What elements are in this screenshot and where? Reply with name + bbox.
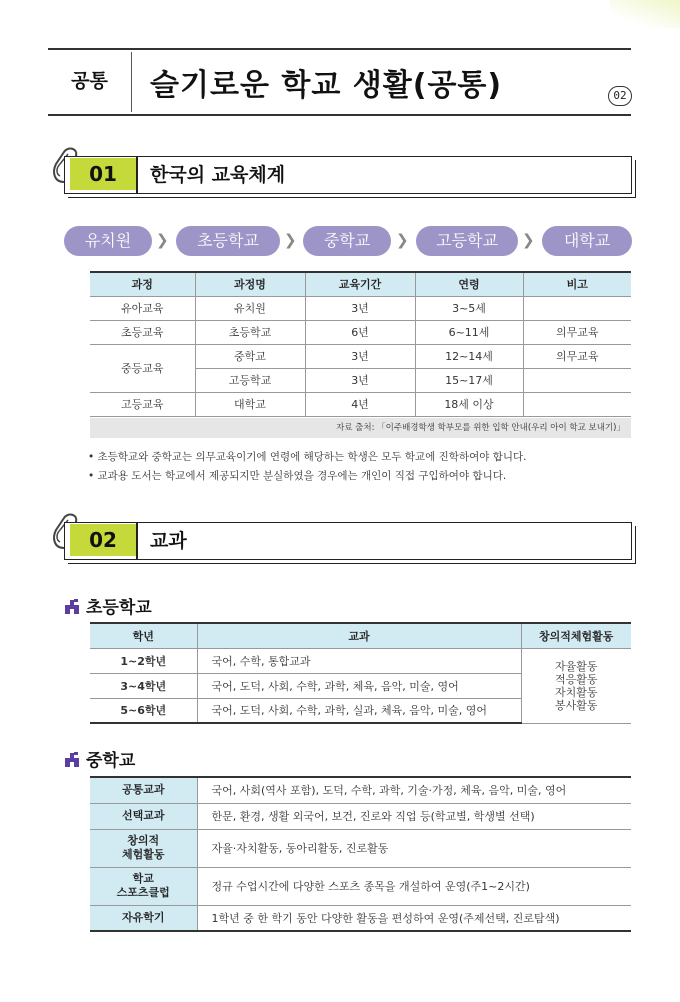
table-row xyxy=(90,344,631,368)
label-line: 공통교과 xyxy=(121,783,165,797)
header-bottom-rule xyxy=(48,114,631,116)
row-label xyxy=(90,867,197,905)
column-header: 창의적체험활동 xyxy=(521,623,631,648)
table-cell: 6~11세 xyxy=(415,320,523,344)
page-title: 슬기로운 학교 생활(공통) xyxy=(150,68,503,103)
row-label xyxy=(90,803,197,829)
subsection-elementary xyxy=(64,593,152,618)
column-header: 비고 xyxy=(523,272,631,296)
label-line: 선택교과 xyxy=(121,809,165,822)
table-cell: 18세 이상 xyxy=(415,392,523,416)
row-label xyxy=(90,777,197,803)
activity-item: 봉사활동 xyxy=(554,698,598,712)
section-divider xyxy=(136,157,138,193)
subsection-title: 중학교 xyxy=(86,751,136,771)
section-divider xyxy=(136,523,138,559)
table-cell: 중등교육 xyxy=(90,344,195,392)
row-value: 정규 수업시간에 다양한 스포츠 종목을 개설하여 운영(주1~2시간) xyxy=(197,867,631,905)
column-header: 과정 xyxy=(90,272,195,296)
grade-cell: 5~6학년 xyxy=(90,698,197,723)
table-row xyxy=(90,905,631,931)
row-label xyxy=(90,829,197,867)
table-header-row xyxy=(90,272,631,296)
column-header: 교과 xyxy=(197,623,521,648)
section-title: 한국의 교육체계 xyxy=(150,164,286,186)
row-value: 자율·자치활동, 동아리활동, 진로활동 xyxy=(197,829,631,867)
row-value: 1학년 중 한 학기 동안 다양한 활동을 편성하여 운영(주제선택, 진로탐색) xyxy=(197,905,631,931)
source-citation: 자료 출처: 「이주배경학생 학부모를 위한 입학 안내(우리 아이 학교 보내기)」 xyxy=(90,418,631,438)
subjects-cell: 국어, 도덕, 사회, 수학, 과학, 체육, 음악, 미술, 영어 xyxy=(197,673,521,698)
table-cell: 3년 xyxy=(305,296,415,320)
table-row xyxy=(90,829,631,867)
table-cell xyxy=(523,296,631,320)
education-system-table xyxy=(90,271,631,417)
row-value: 한문, 환경, 생활 외국어, 보건, 진로와 직업 등(학교별, 학생별 선택) xyxy=(197,803,631,829)
table-cell: 초등교육 xyxy=(90,320,195,344)
chevron-right-icon: ❯ xyxy=(396,231,409,249)
table-row xyxy=(90,648,631,673)
header-top-rule xyxy=(48,48,631,50)
label-line: 체험활동 xyxy=(121,848,165,861)
label-line: 자유학기 xyxy=(121,910,165,924)
table-cell: 12~14세 xyxy=(415,344,523,368)
table-cell: 15~17세 xyxy=(415,368,523,392)
header-tag: 공통 xyxy=(71,70,108,92)
middle-curriculum-table xyxy=(90,776,631,932)
table-cell: 고등교육 xyxy=(90,392,195,416)
section-number: 02 xyxy=(70,524,136,556)
table-cell: 3년 xyxy=(305,368,415,392)
chevron-right-icon: ❯ xyxy=(522,231,535,249)
stage-kindergarten: 유치원 xyxy=(64,226,152,256)
chevron-right-icon: ❯ xyxy=(284,231,297,249)
grade-cell: 3~4학년 xyxy=(90,673,197,698)
table-row xyxy=(90,320,631,344)
table-cell xyxy=(523,368,631,392)
table-row xyxy=(90,392,631,416)
table-cell: 의무교육 xyxy=(523,320,631,344)
table-cell: 중학교 xyxy=(195,344,305,368)
table-header-row xyxy=(90,623,631,648)
header-separator xyxy=(131,52,132,112)
table-row xyxy=(90,777,631,803)
row-value: 국어, 사회(역사 포함), 도덕, 수학, 과학, 기술·가정, 체육, 음악, 미술, 영어 xyxy=(197,777,631,803)
column-header: 교육기간 xyxy=(305,272,415,296)
section-header-1 xyxy=(50,146,633,196)
column-header: 과정명 xyxy=(195,272,305,296)
section-header-2 xyxy=(50,512,633,562)
table-row xyxy=(90,296,631,320)
table-cell: 의무교육 xyxy=(523,344,631,368)
activity-item: 적응활동 xyxy=(554,672,598,686)
column-header: 연령 xyxy=(415,272,523,296)
section-title: 교과 xyxy=(150,530,187,552)
school-icon xyxy=(64,751,80,767)
table-cell xyxy=(523,392,631,416)
subjects-cell: 국어, 수학, 통합교과 xyxy=(197,648,521,673)
school-icon xyxy=(64,598,80,614)
activities-cell xyxy=(521,648,631,723)
chevron-right-icon: ❯ xyxy=(156,231,169,249)
subjects-cell: 국어, 도덕, 사회, 수학, 과학, 실과, 체육, 음악, 미술, 영어 xyxy=(197,698,521,723)
table-cell: 6년 xyxy=(305,320,415,344)
page-number: 02 xyxy=(608,86,632,106)
note-item: • 교과용 도서는 학교에서 제공되지만 분실하였을 경우에는 개인이 직접 구입하여야 합니다. xyxy=(88,470,507,482)
table-cell: 4년 xyxy=(305,392,415,416)
label-line: 스포츠클럽 xyxy=(116,886,170,899)
subsection-middle xyxy=(64,746,135,771)
row-label xyxy=(90,905,197,931)
table-cell: 유아교육 xyxy=(90,296,195,320)
activity-item: 자치활동 xyxy=(554,685,598,699)
stage-elementary: 초등학교 xyxy=(176,226,280,256)
table-cell: 고등학교 xyxy=(195,368,305,392)
table-row xyxy=(90,803,631,829)
corner-decoration xyxy=(610,0,680,28)
label-line: 창의적 xyxy=(127,834,160,847)
table-cell: 초등학교 xyxy=(195,320,305,344)
stage-high: 고등학교 xyxy=(416,226,518,256)
table-cell: 대학교 xyxy=(195,392,305,416)
section-number: 01 xyxy=(70,158,136,190)
stage-university: 대학교 xyxy=(542,226,632,256)
table-cell: 유치원 xyxy=(195,296,305,320)
table-cell: 3~5세 xyxy=(415,296,523,320)
elementary-curriculum-table xyxy=(90,622,631,724)
stage-middle: 중학교 xyxy=(303,226,391,256)
grade-cell: 1~2학년 xyxy=(90,648,197,673)
activity-item: 자율활동 xyxy=(554,659,598,673)
note-item: • 초등학교와 중학교는 의무교육이기에 연령에 해당하는 학생은 모두 학교에 진학하여야 합니다. xyxy=(88,451,527,463)
table-cell: 3년 xyxy=(305,344,415,368)
subsection-title: 초등학교 xyxy=(86,598,152,618)
label-line: 학교 xyxy=(132,872,154,885)
column-header: 학년 xyxy=(90,623,197,648)
table-row xyxy=(90,867,631,905)
